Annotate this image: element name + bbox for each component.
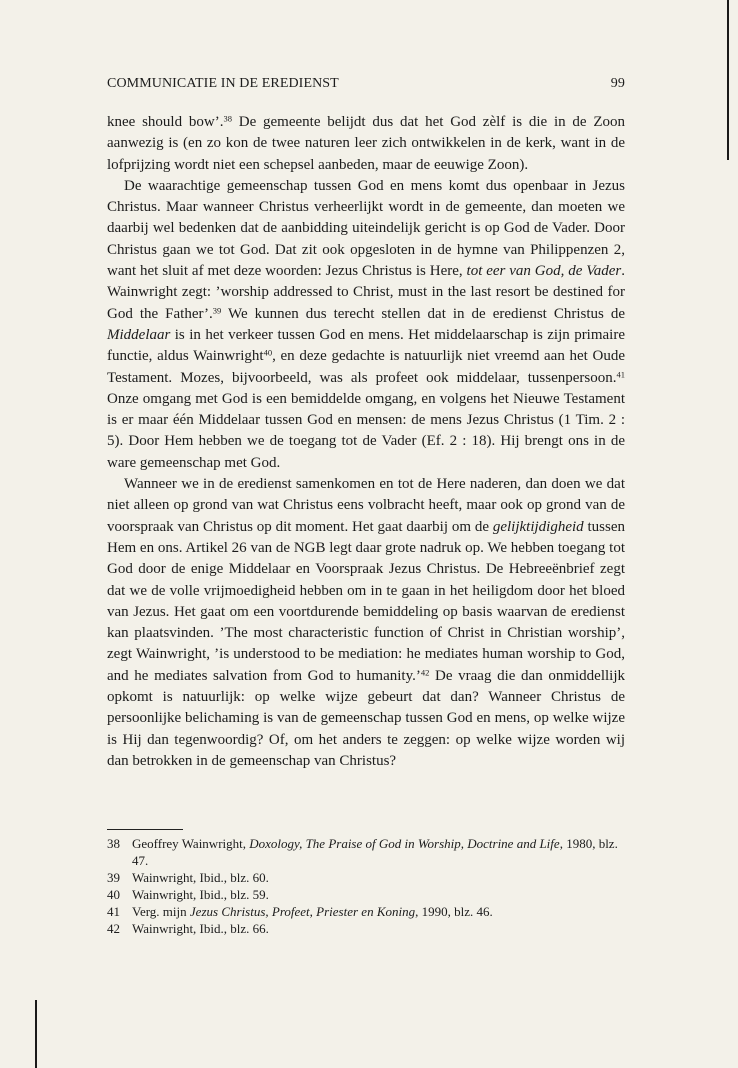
footnote-text: [132, 886, 625, 903]
footnote-ref: 42: [420, 667, 430, 678]
footnote-number: 40: [107, 887, 120, 902]
text-run: We kunnen dus terecht stellen dat in de eredienst Christus de: [221, 305, 625, 322]
text-run: , en deze gedachte is natuurlijk niet vreemd aan het Oude Testament. Mozes, bijvoorbeeld, was als profeet ook middelaar, tussenpersoon.: [107, 348, 625, 386]
footnote-number: 38: [107, 836, 120, 851]
page-number: 99: [610, 76, 625, 91]
text-run: Wainwright, Ibid., blz. 60.: [132, 870, 269, 885]
italic-text: Jezus Christus, Profeet, Priester en Koning: [189, 904, 416, 919]
body-text: [107, 112, 625, 772]
text-run: Geoffrey Wainwright,: [132, 836, 250, 851]
text-run: Wainwright, Ibid., blz. 59.: [132, 887, 269, 902]
text-run: De vraag die dan onmiddellijk opkomt is natuurlijk: op welke wijze gebeurt dat dan? Wanneer Christus de persoonlijke belichaming is van de gemeenschap tussen God en mens, op welke wijze is Hij dan tegenwoordig? Of, om het anders te zeggen: op welke wijze worden wij dan betrokken in de gemeenschap van Christus?: [107, 667, 626, 769]
footnote: [107, 835, 625, 869]
footnote-text: [132, 869, 625, 886]
text-run: De gemeente belijdt dus dat het God zèlf is die in de Zoon aanwezig is (en zo kon de twee naturen leer zich ontwikkelen in de kerk, want in de lofprijzing wordt niet een schepsel aanbeden, maar de eeuwige Zoon).: [107, 114, 625, 173]
footnote-number: 41: [107, 904, 120, 919]
footnotes: [107, 835, 625, 937]
footnote-ref: 39: [212, 305, 222, 315]
italic-text: tot eer van God, de Vader: [466, 263, 622, 280]
text-run: Verg. mijn: [132, 904, 190, 919]
scan-edge-line-right: [727, 0, 729, 160]
footnote-number: 39: [107, 870, 120, 885]
text-run: , 1980, blz. 47.: [132, 836, 618, 868]
italic-text: Doxology, The Praise of God in Worship, Doctrine and Life: [249, 836, 560, 851]
footnote: [107, 886, 625, 903]
text-run: tussen Hem en ons. Artikel 26 van de NGB legt daar grote nadruk op. We hebben toegang tot God door de enige Middelaar en Voorspraak Jezus Christus. De Hebreeënbrief zegt dat we de volle vrijmoedigheid hebben om in te gaan in het heiligdom door het bloed van Jezus. Het gaat om een voortdurende bemiddeling op basis waarvan de eredienst kan plaatsvinden. ’The most characteristic function of Christ in Christian worship’, zegt Wainwright, ’is understood to be mediation: he mediates human worship to God, and he mediates salvation from God to humanity.’: [107, 518, 626, 684]
footnote-text: [132, 903, 625, 920]
text-run: is in het verkeer tussen God en mens. Het middelaarschap is zijn primaire functie, aldus Wainwright: [107, 326, 625, 365]
text-run: knee should bow’.: [107, 114, 224, 130]
text-run: , 1990, blz. 46.: [415, 904, 493, 919]
footnote-text: [132, 835, 625, 869]
footnote: [107, 920, 625, 937]
footnote-number: 42: [107, 921, 120, 936]
text-run: Wanneer we in de eredienst samenkomen en tot de Here naderen, dan doen we dat niet alleen op grond van wat Christus eens volbracht heeft, maar ook op grond van de voorspraak van Christus op dit moment. Het gaat daarbij om de: [107, 476, 625, 535]
footnote-text: [132, 920, 625, 937]
text-run: De waarachtige gemeenschap tussen God en mens komt dus openbaar in Jezus Christus. Maar wanneer Christus verheerlijkt wordt in de gemeente, dan moeten we daarbij wel bedenken dat de aanbidding uiteindelijk gericht is op God de Vader. Door Christus gaan we tot God. Dat zit ook opgesloten in de hymne van Philippenzen 2, want het sluit af met deze woorden: Jezus Christus is Here,: [107, 177, 625, 280]
text-run: . Wainwright zegt: ’worship addressed to Christ, must in the last resort be destined for God the Father’.: [107, 263, 625, 322]
footnote-ref: 41: [616, 368, 625, 379]
scan-edge-line-left: [35, 1000, 37, 1068]
footnote-ref: 40: [263, 347, 273, 358]
footnote: [107, 869, 625, 886]
italic-text: gelijktijdigheid: [492, 518, 584, 535]
footnote: [107, 903, 625, 920]
paragraph: [107, 474, 625, 772]
text-run: Onze omgang met God is een bemiddelde omgang, en volgens het Nieuwe Testament is er maar één Middelaar tussen God en mensen: de mens Jezus Christus (1 Tim. 2 : 5). Door Hem hebben we de toegang tot de Vader (Ef. 2 : 18). Hij brengt ons in de ware gemeenschap met God.: [107, 390, 625, 471]
text-run: Wainwright, Ibid., blz. 66.: [132, 921, 269, 936]
italic-text: Middelaar: [107, 326, 171, 343]
footnote-ref: 38: [223, 113, 232, 124]
footnote-separator: [107, 829, 183, 830]
paragraph: [107, 176, 625, 474]
paragraph: [107, 112, 625, 176]
running-title: COMMUNICATIE IN DE EREDIENST: [107, 76, 339, 91]
